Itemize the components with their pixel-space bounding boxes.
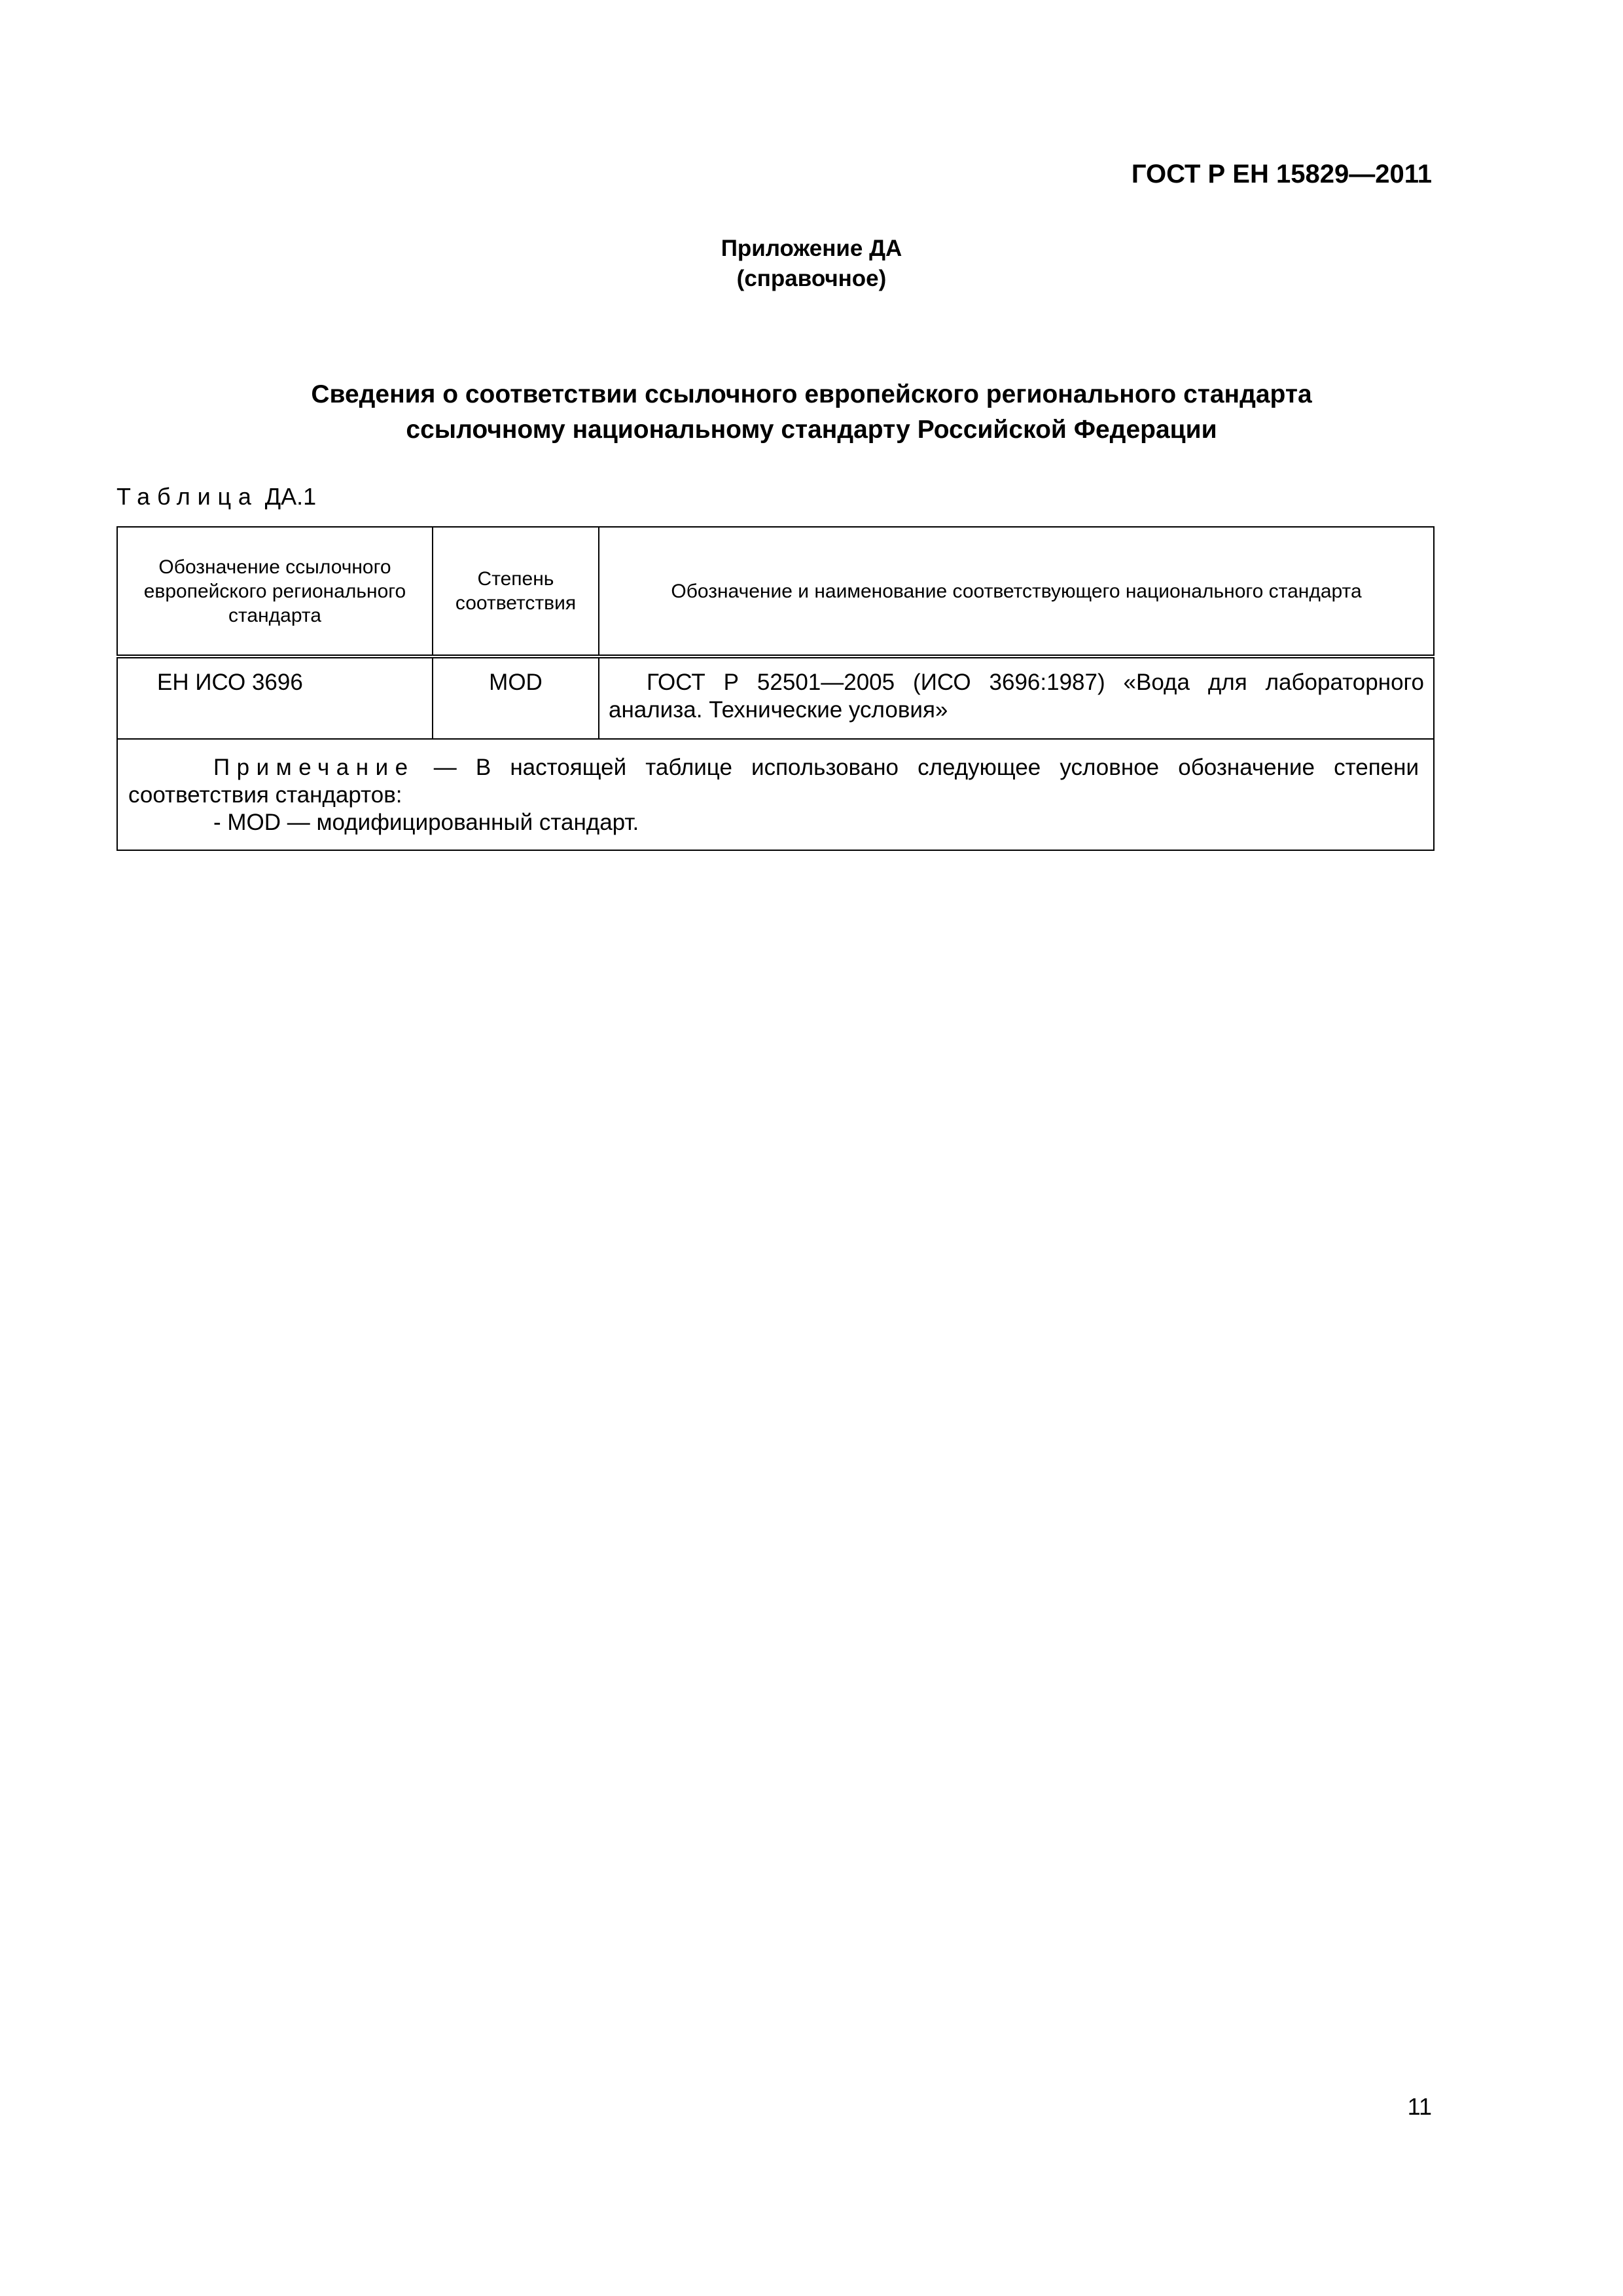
appendix-title: Приложение ДА bbox=[721, 236, 902, 261]
table-note-row bbox=[117, 739, 1434, 850]
column-header-reference: Обозначение ссылочного европейского регионального стандарта bbox=[117, 527, 433, 656]
table-label bbox=[116, 483, 316, 511]
note-label: Примечание bbox=[213, 755, 415, 780]
page-number: 11 bbox=[1407, 2093, 1432, 2120]
appendix-heading bbox=[0, 234, 1623, 294]
cell-national: ГОСТ Р 52501—2005 (ИСО 3696:1987) «Вода для лабораторного анализа. Технические условия» bbox=[599, 656, 1434, 739]
note-item: - MOD — модифицированный стандарт. bbox=[213, 810, 639, 835]
correspondence-table bbox=[116, 526, 1435, 851]
table-label-id: ДА.1 bbox=[264, 483, 317, 510]
cell-reference: ЕН ИСО 3696 bbox=[117, 656, 433, 739]
column-header-degree: Степень соответствия bbox=[433, 527, 599, 656]
table-row bbox=[117, 656, 1434, 739]
note-text bbox=[128, 754, 1419, 809]
section-title-line-2: ссылочному национальному стандарту Российской Федерации bbox=[406, 416, 1217, 444]
table-note bbox=[117, 739, 1434, 850]
appendix-type: (справочное) bbox=[736, 266, 887, 291]
document-code: ГОСТ Р ЕН 15829—2011 bbox=[1131, 160, 1432, 188]
cell-degree: MOD bbox=[433, 656, 599, 739]
section-title bbox=[0, 377, 1623, 448]
table-header-row bbox=[117, 527, 1434, 656]
section-title-line-1: Сведения о соответствии ссылочного европейского регионального стандарта bbox=[311, 380, 1312, 408]
column-header-national: Обозначение и наименование соответствующего национального стандарта bbox=[599, 527, 1434, 656]
table-label-word: Таблица bbox=[116, 483, 259, 510]
note-body: — В настоящей таблице использовано следующее условное обозначение степени соответствия стандартов: bbox=[128, 755, 1419, 808]
